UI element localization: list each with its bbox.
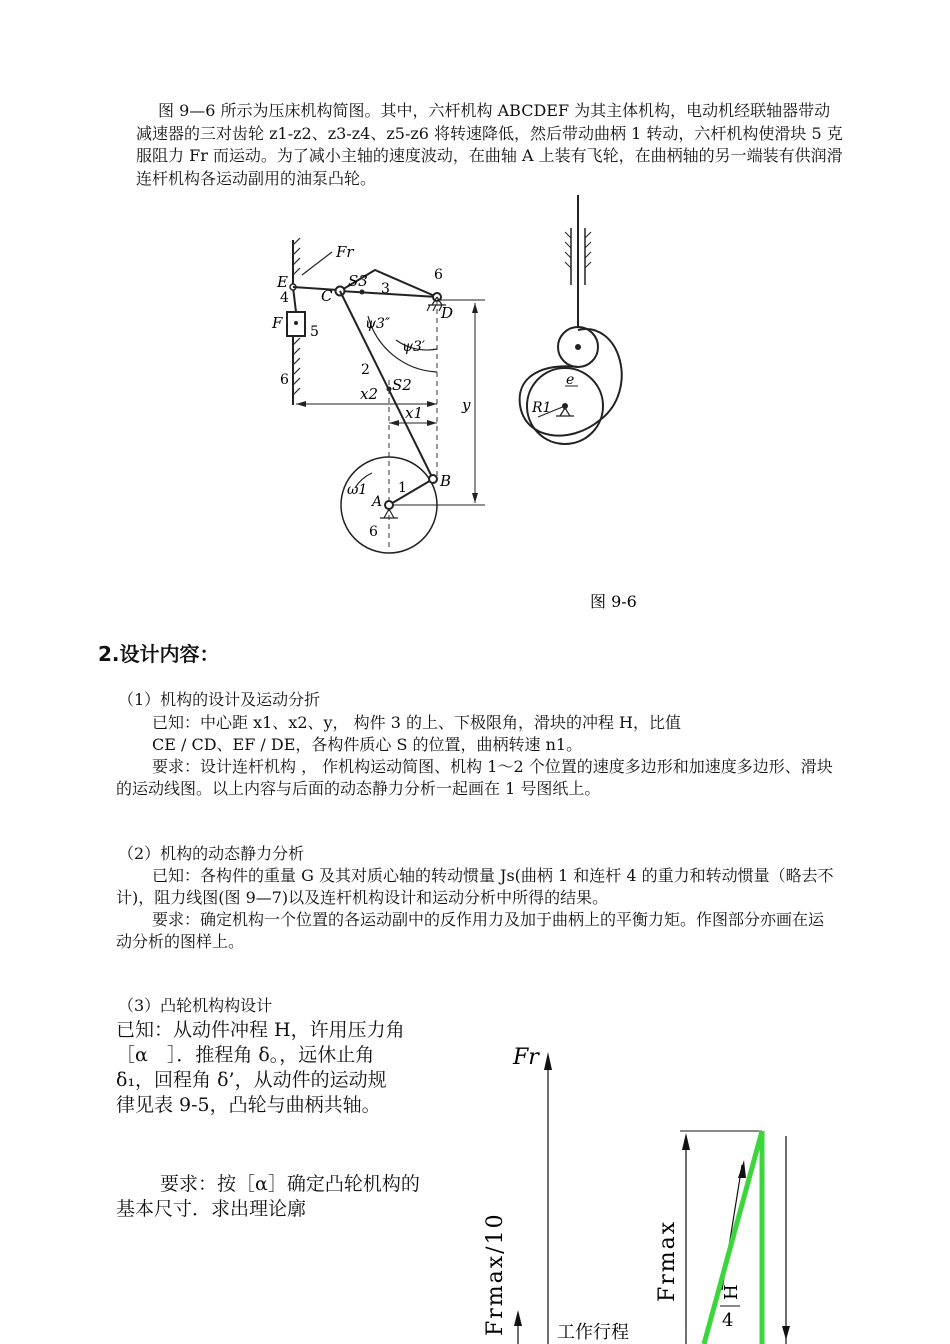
label-4: 4 <box>280 290 289 306</box>
s1-known-2: CE / CD、EF / DE，各构件质心 S 的位置，曲柄转速 n1。 <box>152 735 583 754</box>
label-x1: x1 <box>405 404 424 422</box>
s1-req: 要求：设计连杆机构 ， 作机构运动简图、机构 1～2 个位置的速度多边形和加速度多边形、滑块的运动线图。以上内容与后面的动态静力分析一起画在 1 号图纸上。 <box>116 757 833 798</box>
label-frmax: Frmax <box>655 1219 680 1302</box>
label-c: C <box>321 287 333 305</box>
s3-known <box>116 1018 496 1118</box>
s3-req <box>116 1172 496 1222</box>
s3-req-line: 要求：按［α］确定凸轮机构的 <box>160 1173 420 1195</box>
s2-req: 要求：确定机构一个位置的各运动副中的反作用力及加于曲柄上的平衡力矩。作图部分亦画在运动分析的图样上。 <box>116 910 825 951</box>
label-y: y <box>462 396 471 414</box>
s3-known-line: ［α ］．推程角 δ。，远休止角 <box>116 1044 375 1066</box>
label-1: 1 <box>398 480 407 496</box>
label-s2: S2 <box>392 376 412 394</box>
label-6-left: 6 <box>280 372 289 388</box>
label-e: E <box>277 273 288 291</box>
label-r1: R1 <box>532 400 552 416</box>
label-5: 5 <box>310 324 319 340</box>
label-s3: S3 <box>348 272 368 290</box>
resistance-diagram <box>470 1030 800 1344</box>
label-6-top: 6 <box>434 267 443 283</box>
label-psi3p: ψ3′ <box>402 339 426 355</box>
label-x2: x2 <box>360 385 379 403</box>
label-omega1: ω1 <box>347 482 368 498</box>
s2-known: 已知：各构件的重量 G 及其对质心轴的转动惯量 Js(曲柄 1 和连杆 4 的重力和转动惯量（略去不计)，阻力线图(图 9—7)以及连杆机构设计和运动分析中所得的结果。 <box>116 866 834 907</box>
s3-title: （3）凸轮机构构设计 <box>118 996 273 1015</box>
figure-caption: 图 9-6 <box>590 592 637 611</box>
label-fr: Fr <box>336 243 354 261</box>
s3-req-line: 基本尺寸．求出理论廓 <box>116 1198 307 1220</box>
label-f: F <box>272 314 283 332</box>
label-2: 2 <box>361 362 370 378</box>
label-b: B <box>440 472 452 490</box>
label-fr-axis: Fr <box>513 1045 539 1070</box>
s3-known-line: δ₁，回程角 δ’，从动件的运动规 <box>116 1069 387 1091</box>
label-6-bottom: 6 <box>369 524 378 540</box>
label-a: A <box>372 494 383 510</box>
s3-known-line: 已知：从动件冲程 H，许用压力角 <box>116 1019 405 1041</box>
label-work-stroke: 工作行程 <box>557 1322 629 1343</box>
label-d: D <box>441 304 454 322</box>
press-mechanism-figure <box>260 180 710 620</box>
s2-title: （2）机构的动态静力分析 <box>118 844 305 863</box>
section-heading: 2.设计内容： <box>98 642 220 666</box>
label-e-offset: e <box>566 372 575 388</box>
label-frmax10: Frmax/10 <box>483 1212 508 1336</box>
s1-title: （1）机构的设计及运动分折 <box>118 690 321 709</box>
s3-known-line: 律见表 9-5，凸轮与曲柄共轴。 <box>116 1094 381 1116</box>
label-h: H <box>721 1284 742 1300</box>
label-psi3pp: ψ3″ <box>365 316 391 332</box>
label-3: 3 <box>381 281 390 297</box>
intro-paragraph: 图 9—6 所示为压床机构简图。其中，六杆机构 ABCDEF 为其主体机构，电动机经联轴器带动减速器的三对齿轮 z1-z2、z3-z4、z5-z6 将转速降低，然后带动曲柄 1 转动，六杆机构使滑块 5 克服阻力 Fr 而运动。为了减小主轴的速度波动，在曲轴 A 上装有飞轮，在曲柄轴的另一端装有供润滑连杆机构各运动副用的油泵凸轮。 <box>136 101 843 188</box>
label-h-denominator: 4 <box>722 1310 734 1331</box>
s1-known-1: 已知：中心距 x1、x2、y， 构件 3 的上、下极限角，滑块的冲程 H，比值 <box>152 713 682 732</box>
